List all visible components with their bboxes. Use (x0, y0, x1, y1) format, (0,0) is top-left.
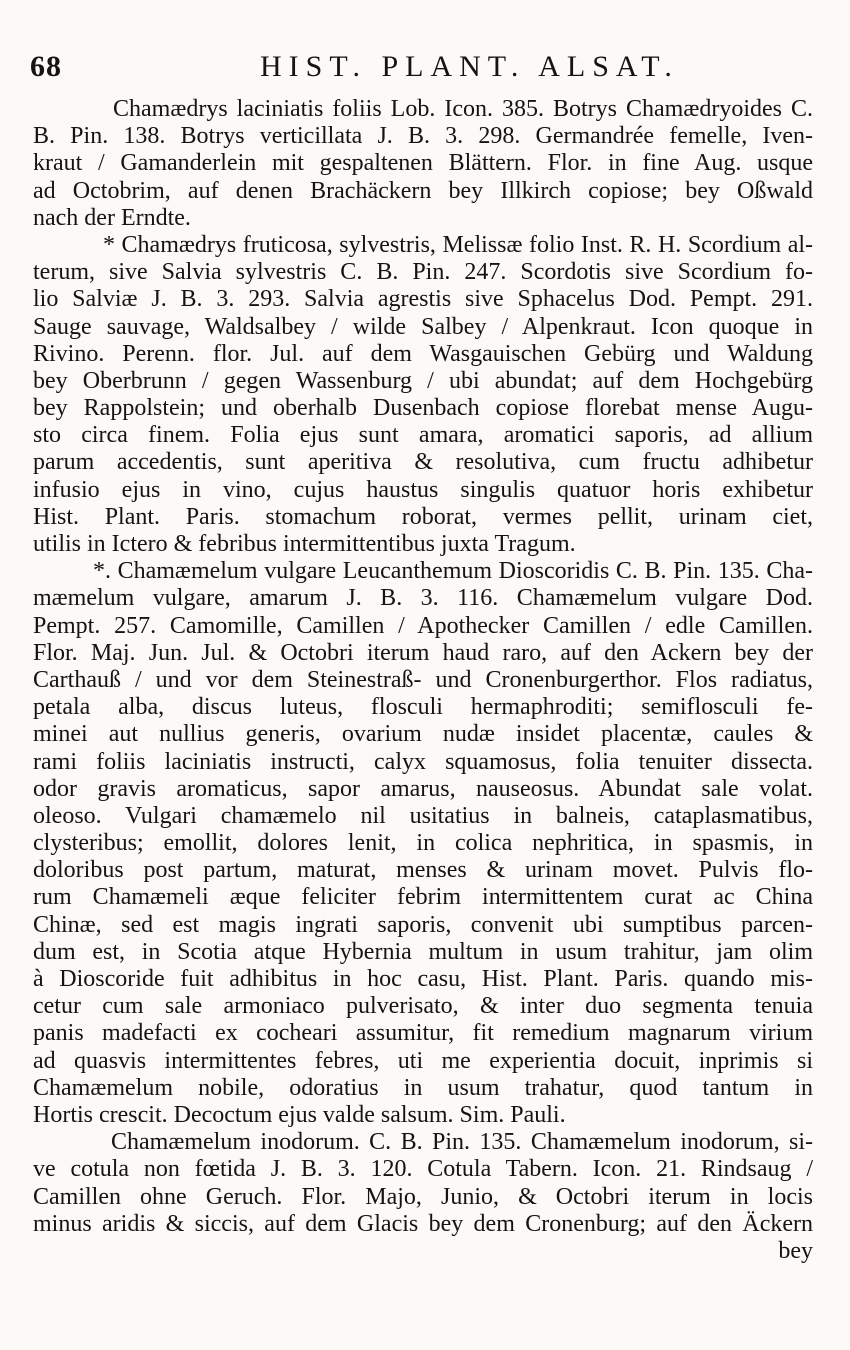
text-line: Pempt. 257. Camomille, Camillen / Apothecker Camillen / edle Camillen. (33, 612, 813, 639)
text-line: petala alba, discus luteus, flosculi hermaphroditi; semiflosculi fe- (33, 694, 813, 721)
text-line: Chamæmelum inodorum. C. B. Pin. 135. Chamæmelum inodorum, si- (111, 1129, 813, 1156)
page-header (30, 50, 820, 90)
text-line: sto circa finem. Folia ejus sunt amara, aromatici saporis, ad allium (33, 422, 813, 449)
text-line: Chamædrys laciniatis foliis Lob. Icon. 385. Botrys Chamædryoides C. (113, 96, 813, 122)
text-line: ad Octobrim, auf denen Brachäckern bey Illkirch copiose; bey Oßwald (33, 177, 813, 204)
text-line: * Chamædrys fruticosa, sylvestris, Melissæ folio Inst. R. H. Scordium al- (103, 231, 813, 258)
text-line: Hist. Plant. Paris. stomachum roborat, vermes pellit, urinam ciet, (33, 503, 813, 530)
text-line: terum, sive Salvia sylvestris C. B. Pin. 247. Scordotis sive Scordium fo- (33, 259, 813, 286)
text-line: bey Rappolstein; und oberhalb Dusenbach copiose florebat mense Augu- (33, 395, 813, 422)
text-line: clysteribus; emollit, dolores lenit, in colica nephritica, in spasmis, in (33, 830, 813, 857)
text-line: B. Pin. 138. Botrys verticillata J. B. 3. 298. Germandrée femelle, Iven- (33, 123, 813, 150)
text-line: à Dioscoride fuit adhibitus in hoc casu, Hist. Plant. Paris. quando mis- (33, 966, 813, 992)
text-line: ve cotula non fœtida J. B. 3. 120. Cotula Tabern. Icon. 21. Rindsaug / (33, 1156, 813, 1183)
text-line: rami foliis laciniatis instructi, calyx squamosus, folia tenuiter dissecta. (33, 748, 813, 775)
text-line: Chamæmelum nobile, odoratius in usum trahatur, quod tantum in (33, 1074, 813, 1101)
text-line: bey Oberbrunn / gegen Wassenburg / ubi abundat; auf dem Hochgebürg (33, 367, 813, 394)
text-line: oleoso. Vulgari chamæmelo nil usitatius in balneis, cataplasmatibus, (33, 802, 813, 829)
text-line: mæmelum vulgare, amarum J. B. 3. 116. Chamæmelum vulgare Dod. (33, 585, 813, 612)
text-line: minus aridis & siccis, auf dem Glacis bey dem Cronenburg; auf den Äckern (33, 1210, 813, 1237)
text-line: utilis in Ictero & febribus intermittentibus juxta Tragum. (33, 531, 576, 557)
text-line: minei aut nullius generis, ovarium nudæ insidet placentæ, caules & (33, 721, 813, 748)
text-line: dum est, in Scotia atque Hybernia multum in usum trahitur, jam olim (33, 938, 813, 965)
text-line: ad quasvis intermittentes febres, uti me experientia docuit, inprimis si (33, 1047, 813, 1074)
running-title: HIST. PLANT. ALSAT. (260, 50, 679, 83)
text-line: Camillen ohne Geruch. Flor. Majo, Junio, & Octobri iterum in locis (33, 1183, 813, 1210)
body-text (33, 96, 813, 1265)
text-line: Hortis crescit. Decoctum ejus valde salsum. Sim. Pauli. (33, 1101, 566, 1128)
text-line: Flor. Maj. Jun. Jul. & Octobri iterum haud raro, auf den Ackern bey der (33, 639, 813, 666)
text-line: Chinæ, sed est magis ingrati saporis, convenit ubi sumptibus parcen- (33, 911, 813, 938)
text-line: nach der Erndte. (33, 204, 191, 231)
text-line: parum accedentis, sunt aperitiva & resolutiva, cum fructu adhibetur (33, 449, 813, 476)
text-line: lio Salviæ J. B. 3. 293. Salvia agrestis sive Sphacelus Dod. Pempt. 291. (33, 286, 813, 313)
text-line: Sauge sauvage, Waldsalbey / wilde Salbey / Alpenkraut. Icon quoque in (33, 313, 813, 340)
text-line: cetur cum sale armoniaco pulverisato, & inter duo segmenta tenuia (33, 993, 813, 1020)
text-line: Carthauß / und vor dem Steinestraß- und Cronenburgerthor. Flos radiatus, (33, 666, 813, 693)
text-line: rum Chamæmeli æque feliciter febrim intermittentem curat ac China (33, 884, 813, 911)
text-line: panis madefacti ex cocheari assumitur, fit remedium magnarum virium (33, 1020, 813, 1047)
text-line: Rivino. Perenn. flor. Jul. auf dem Wasgauischen Gebürg und Waldung (33, 340, 813, 367)
text-line: doloribus post partum, maturat, menses & urinam movet. Pulvis flo- (33, 857, 813, 884)
text-line: infusio ejus in vino, cujus haustus singulis quatuor horis exhibetur (33, 476, 813, 503)
text-line: *. Chamæmelum vulgare Leucanthemum Dioscoridis C. B. Pin. 135. Cha- (93, 558, 813, 585)
catchword: bey (778, 1237, 813, 1264)
page-number: 68 (30, 50, 62, 83)
text-line: odor gravis aromaticus, sapor amarus, nauseosus. Abundat sale volat. (33, 775, 813, 802)
text-line: kraut / Gamanderlein mit gespaltenen Blättern. Flor. in fine Aug. usque (33, 150, 813, 177)
